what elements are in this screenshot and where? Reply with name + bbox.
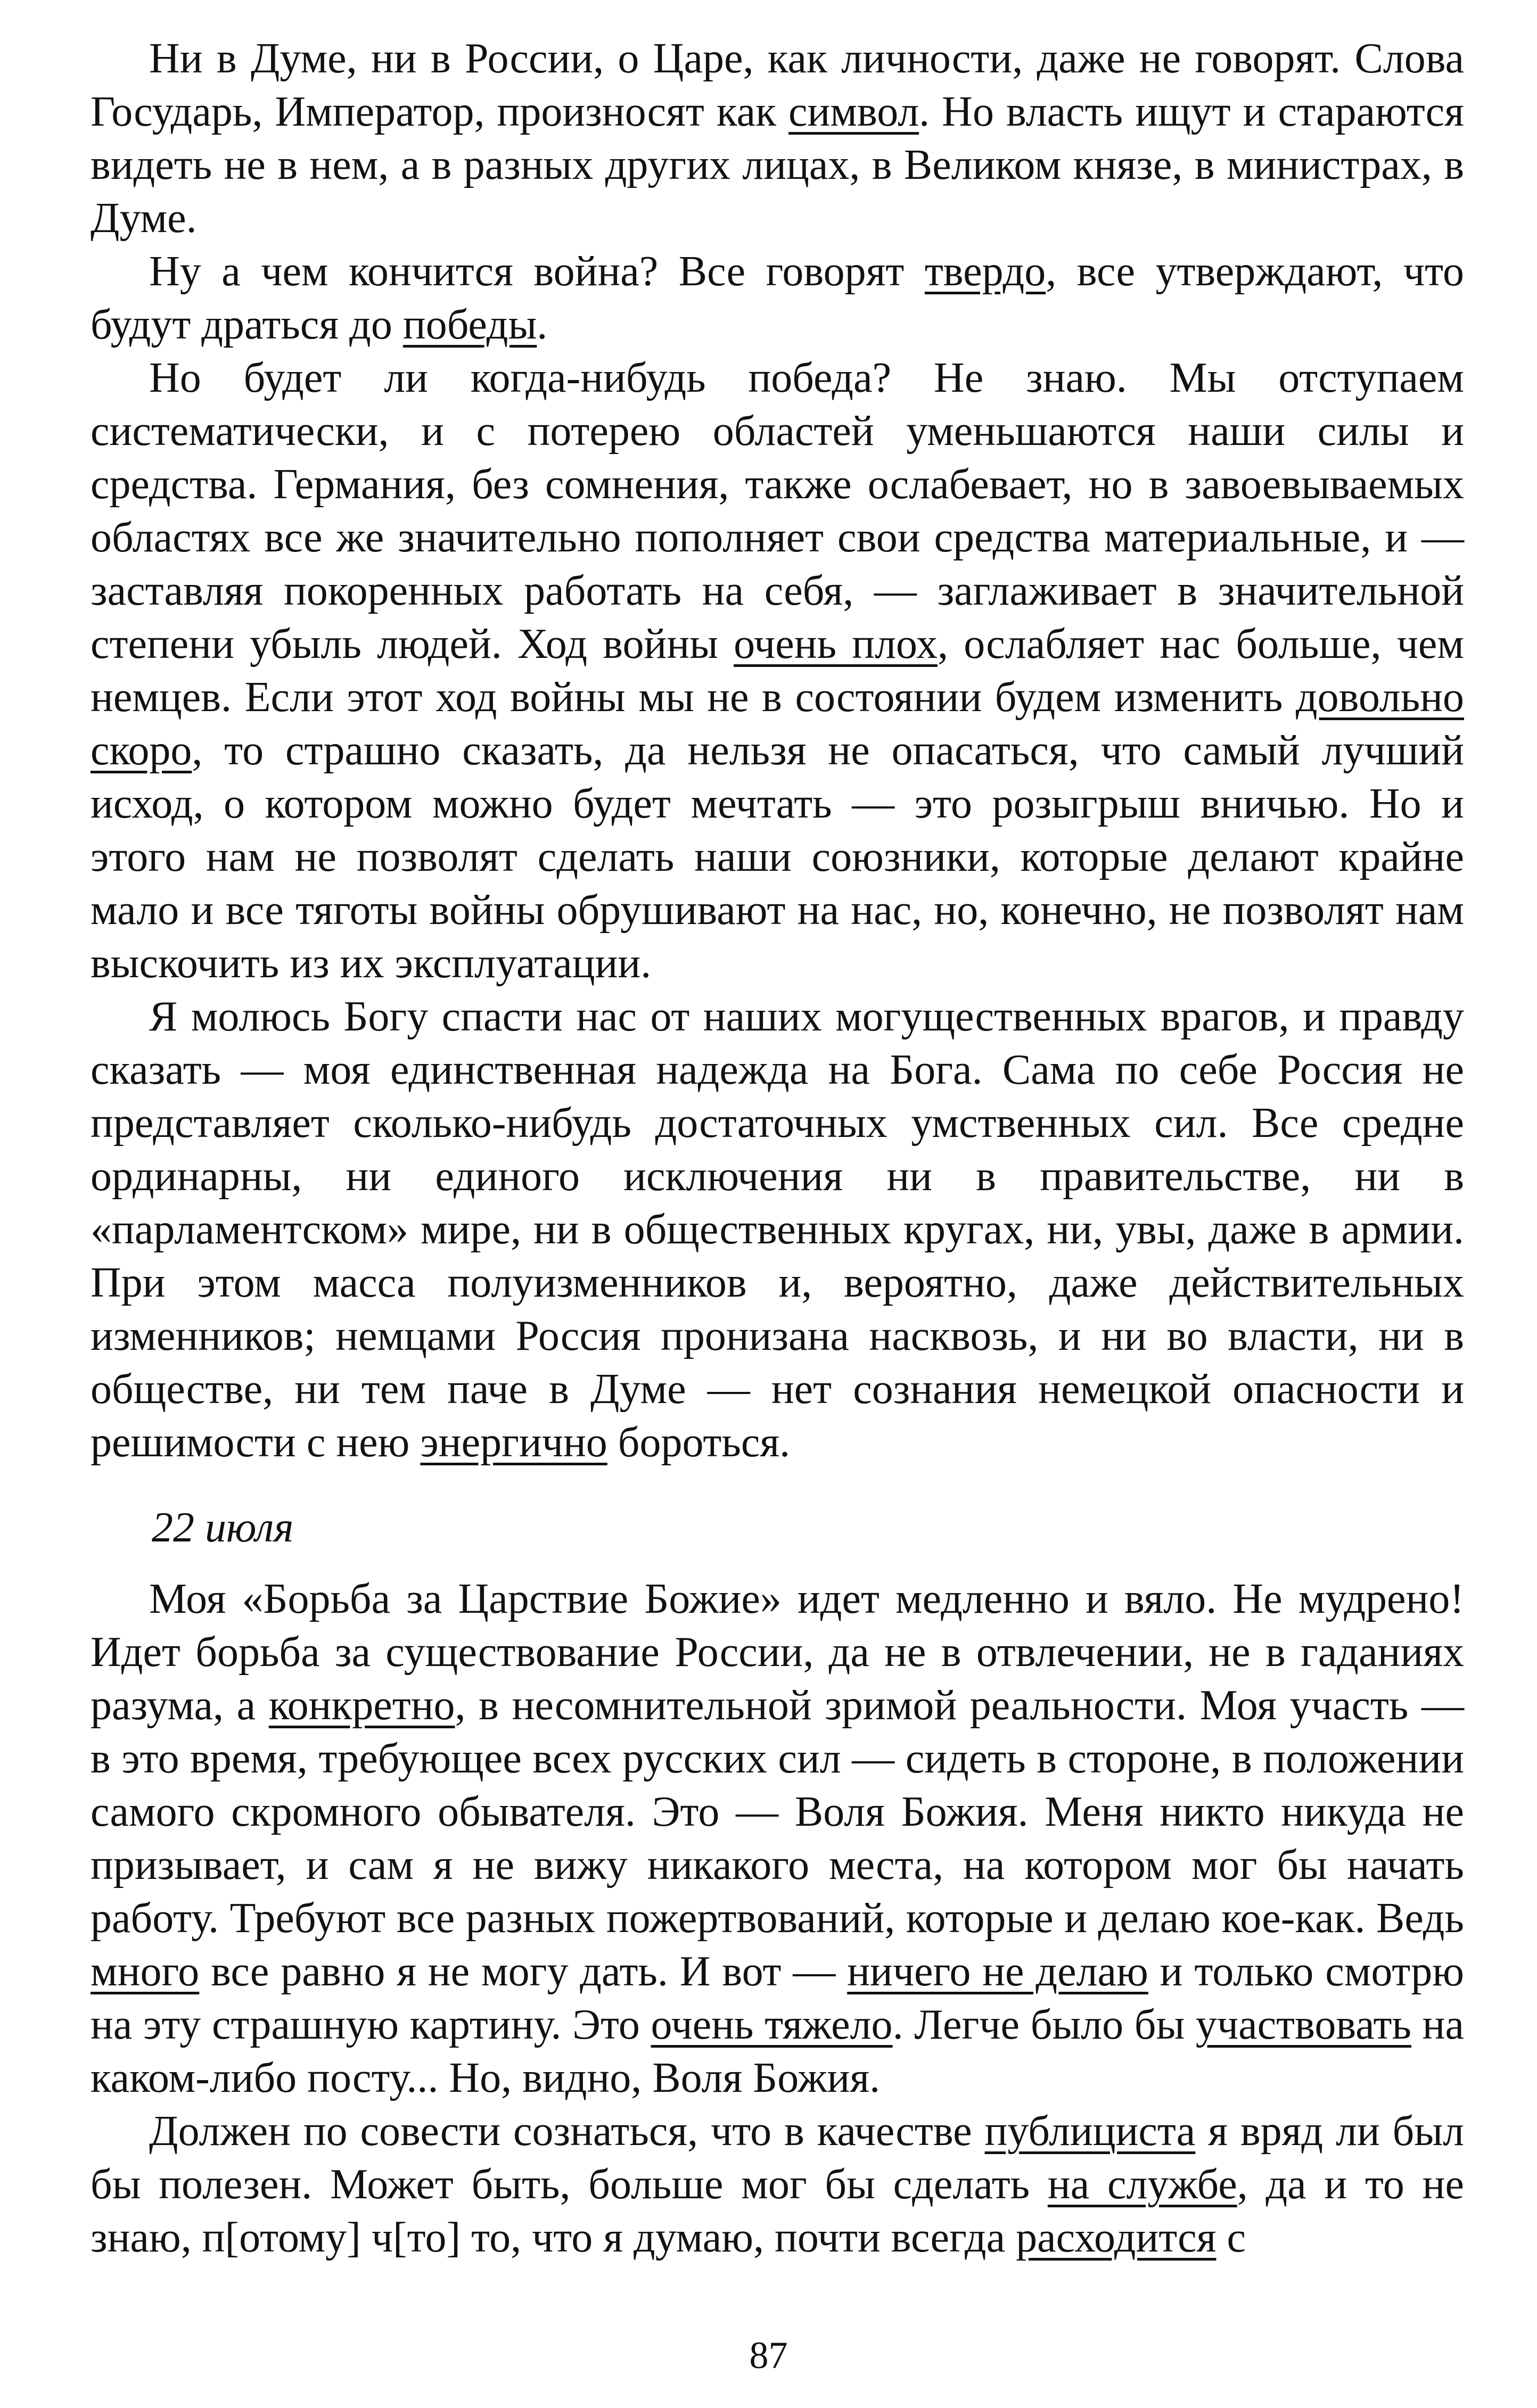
paragraph — [91, 245, 1464, 351]
text-run: бороться. — [607, 1419, 791, 1466]
text-run: Но будет ли когда-нибудь победа? Не знаю. Мы отступаем систематически, и с потерею областей уменьшаются наши силы и средства. Германия, без сомнения, также ослабевает, но в завоевываемых областях все же значительно пополняет свои средства материальные, и — заставляя покоренных работать на себя, — заглаживает в значительной степени убыль людей. Ход войны — [91, 354, 1464, 667]
text-run: , да и то не знаю, п[отому] ч[то] то, что я думаю, почти всегда — [91, 2161, 1464, 2261]
paragraph — [91, 2105, 1464, 2264]
page-number: 87 — [749, 2334, 788, 2377]
underlined-text: расходится — [1016, 2214, 1217, 2261]
underlined-text: символ — [788, 88, 919, 135]
underlined-text: победы — [402, 301, 537, 348]
page — [91, 32, 1464, 2264]
underlined-text: ничего не делаю — [847, 1948, 1148, 1995]
text-run: , в несомнительной зримой реальности. Моя участь — в это время, требующее всех русских сил — сидеть в стороне, в положении самого скромного обывателя. Это — Воля Божия. Меня никто никуда не призывает, и сам я не вижу никакого места, на котором мог бы начать работу. Требуют все разных пожертвований, которые и делаю кое-как. Ведь — [91, 1682, 1465, 1942]
underlined-text: довольно скоро — [91, 674, 1464, 774]
paragraph — [91, 351, 1464, 990]
underlined-text: очень плох — [734, 621, 938, 667]
text-run: Ни в Думе, ни в России, о Царе, как личности, даже не говорят. Слова Государь, Император, произносят как — [91, 35, 1464, 135]
text-run: , то страшно сказать, да нельзя не опасаться, что самый лучший исход, о котором можно будет мечтать — это розыгрыш вничью. Но и этого нам не позволят сделать наши союзники, которые делают крайне мало и все тяготы войны обрушивают на нас, но, конечно, не позволят нам выскочить из их эксплуатации. — [91, 727, 1464, 987]
text-block-after-date — [91, 1572, 1464, 2264]
paragraph — [91, 1572, 1464, 2105]
underlined-text: участвовать — [1195, 2001, 1411, 2048]
text-run: . Легче было бы — [892, 2001, 1196, 2048]
text-run: я вряд ли был бы полезен. Может быть, больше мог бы сделать — [91, 2108, 1464, 2208]
text-run: Должен по совести сознаться, что в качестве — [149, 2108, 985, 2155]
text-run: Я молюсь Богу спасти нас от наших могущественных врагов, и правду сказать — моя единственная надежда на Бога. Сама по себе Россия не представляет сколько-нибудь достаточных умственных сил. Все средне ординарны, ни единого исключения ни в правительстве, ни в «парламентском» мире, ни в общественных кругах, ни, увы, даже в армии. При этом масса полуизменников и, вероятно, даже действительных изменников; немцами Россия пронизана насквозь, и ни во власти, ни в обществе, ни тем паче в Думе — нет сознания немецкой опасности и решимости с нею — [91, 993, 1464, 1466]
underlined-text: на службе — [1047, 2161, 1237, 2208]
paragraph — [91, 32, 1464, 245]
underlined-text: твердо — [924, 248, 1046, 295]
underlined-text: много — [91, 1948, 200, 1995]
text-run: Ну а чем кончится война? Все говорят — [149, 248, 925, 295]
text-run: . Но власть ищут и стараются видеть не в нем, а в разных других лицах, в Великом князе, в министрах, в Думе. — [91, 88, 1464, 242]
text-run: все равно я не могу дать. И вот — — [199, 1948, 848, 1995]
underlined-text: конкретно — [268, 1682, 455, 1729]
text-run: . — [537, 301, 548, 348]
paragraph — [91, 990, 1464, 1469]
text-run: Моя «Борьба за Царствие Божие» идет медленно и вяло. Не мудрено! Идет борьба за существование России, да не в отвлечении, не в гаданиях разума, а — [91, 1576, 1464, 1729]
text-run: на каком-либо посту... Но, видно, Воля Божия. — [91, 2001, 1464, 2101]
text-run: , ослабляет нас больше, чем немцев. Если этот ход войны мы не в состоянии будем изменить — [91, 621, 1465, 721]
date-heading: 22 июля — [152, 1504, 294, 1551]
underlined-text: публициста — [984, 2108, 1196, 2155]
text-block-before-date — [91, 32, 1464, 1469]
underlined-text: очень тяжело — [651, 2001, 893, 2048]
text-run: и только смотрю на эту страшную картину. Это — [91, 1948, 1465, 2048]
underlined-text: энергично — [420, 1419, 607, 1466]
text-run: , все утверждают, что будут драться до — [91, 248, 1464, 348]
text-run: с — [1216, 2214, 1246, 2261]
